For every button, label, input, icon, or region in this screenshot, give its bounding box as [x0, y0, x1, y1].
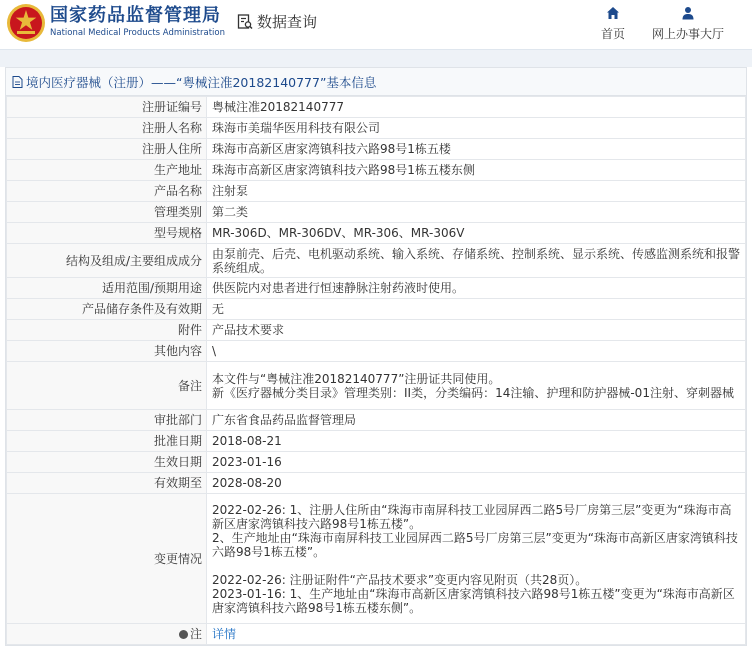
home-icon [606, 6, 620, 20]
field-value: 注射泵 [207, 181, 746, 202]
field-label: 生产地址 [7, 160, 207, 181]
field-value: 珠海市美瑞华医用科技有限公司 [207, 118, 746, 139]
field-label: 型号规格 [7, 223, 207, 244]
data-query-label: 数据查询 [257, 13, 318, 31]
table-row [7, 624, 746, 645]
field-label: 备注 [7, 362, 207, 410]
field-label: 附件 [7, 320, 207, 341]
field-value: 本文件与“粤械注准20182140777”注册证共同使用。 新《医疗器械分类目录》管理类别：II类，分类编码：14注输、护理和防护器械-01注射、穿刺器械 [207, 362, 746, 410]
field-value: \ [207, 341, 746, 362]
table-row [7, 244, 746, 278]
nav-online-service-hall[interactable] [650, 6, 726, 42]
field-label: 生效日期 [7, 452, 207, 473]
header-spacer [0, 50, 752, 67]
table-row [7, 97, 746, 118]
field-label: 注册人名称 [7, 118, 207, 139]
breadcrumb [6, 68, 746, 96]
table-row [7, 202, 746, 223]
field-value: 2023-01-16 [207, 452, 746, 473]
field-label: 注册证编号 [7, 97, 207, 118]
site-logo[interactable] [50, 6, 225, 38]
field-label: 产品储存条件及有效期 [7, 299, 207, 320]
field-value: 粤械注准20182140777 [207, 97, 746, 118]
table-row [7, 362, 746, 410]
details-link[interactable]: 详情 [212, 627, 237, 641]
nav-hall-label: 网上办事大厅 [651, 27, 724, 41]
breadcrumb-text: 境内医疗器械（注册）——“粤械注准20182140777”基本信息 [26, 74, 377, 90]
field-value: 供医院内对患者进行恒速静脉注射药液时使用。 [207, 278, 746, 299]
note-icon [179, 630, 188, 639]
table-row [7, 223, 746, 244]
note-value-cell [207, 624, 746, 645]
field-value: 2018-08-21 [207, 431, 746, 452]
table-row [7, 299, 746, 320]
table-row [7, 410, 746, 431]
field-value: MR-306D、MR-306DV、MR-306、MR-306V [207, 223, 746, 244]
field-label: 批准日期 [7, 431, 207, 452]
field-value: 珠海市高新区唐家湾镇科技六路98号1栋五楼 [207, 139, 746, 160]
field-value: 2022-02-26: 1、注册人住所由“珠海市南屏科技工业园屏西二路5号厂房第三层”变更为“珠海市高新区唐家湾镇科技六路98号1栋五楼”。 2、生产地址由“珠海市南屏科技工业园屏西二路5号厂房第三层”变更为“珠海市高新区唐家湾镇科技六路98号1栋五楼”。 2022-02-26: 注册证附件“产品技术要求”变更内容见附页（共28页）。 2023-01-16: 1、生产地址由“珠海市高新区唐家湾镇科技六路98号1栋五楼”变更为“珠海市高新区唐家湾镇科技六路98号1栋五楼东侧”。 [207, 494, 746, 624]
field-label: 其他内容 [7, 341, 207, 362]
table-row [7, 431, 746, 452]
field-value: 由泵前壳、后壳、电机驱动系统、输入系统、存储系统、控制系统、显示系统、传感监测系统和报警系统组成。 [207, 244, 746, 278]
user-icon [681, 6, 695, 20]
table-row [7, 341, 746, 362]
table-row [7, 160, 746, 181]
field-value: 珠海市高新区唐家湾镇科技六路98号1栋五楼东侧 [207, 160, 746, 181]
nav-home[interactable] [597, 6, 629, 42]
field-label: 管理类别 [7, 202, 207, 223]
document-icon [12, 76, 23, 88]
table-row [7, 452, 746, 473]
data-query-icon [237, 14, 253, 30]
field-value: 2028-08-20 [207, 473, 746, 494]
table-row [7, 473, 746, 494]
note-label: 注 [189, 627, 202, 641]
field-label: 产品名称 [7, 181, 207, 202]
data-query-link[interactable] [237, 11, 317, 32]
nav-home-label: 首页 [600, 27, 625, 41]
field-value: 无 [207, 299, 746, 320]
field-label: 适用范围/预期用途 [7, 278, 207, 299]
table-row [7, 320, 746, 341]
field-label: 结构及组成/主要组成成分 [7, 244, 207, 278]
field-label: 变更情况 [7, 494, 207, 624]
site-title-cn: 国家药品监督管理局 [50, 5, 221, 26]
site-header [0, 0, 752, 50]
table-row [7, 139, 746, 160]
field-label: 审批部门 [7, 410, 207, 431]
table-row [7, 494, 746, 624]
table-row [7, 278, 746, 299]
field-label: 注册人住所 [7, 139, 207, 160]
record-details-table [6, 96, 746, 645]
field-label: 有效期至 [7, 473, 207, 494]
table-row [7, 181, 746, 202]
note-label-cell [7, 624, 207, 645]
site-title-en: National Medical Products Administration [50, 28, 225, 38]
field-value: 第二类 [207, 202, 746, 223]
emblem-logo-icon [6, 3, 46, 43]
record-panel [5, 67, 747, 646]
table-row [7, 118, 746, 139]
field-value: 广东省食品药品监督管理局 [207, 410, 746, 431]
field-value: 产品技术要求 [207, 320, 746, 341]
